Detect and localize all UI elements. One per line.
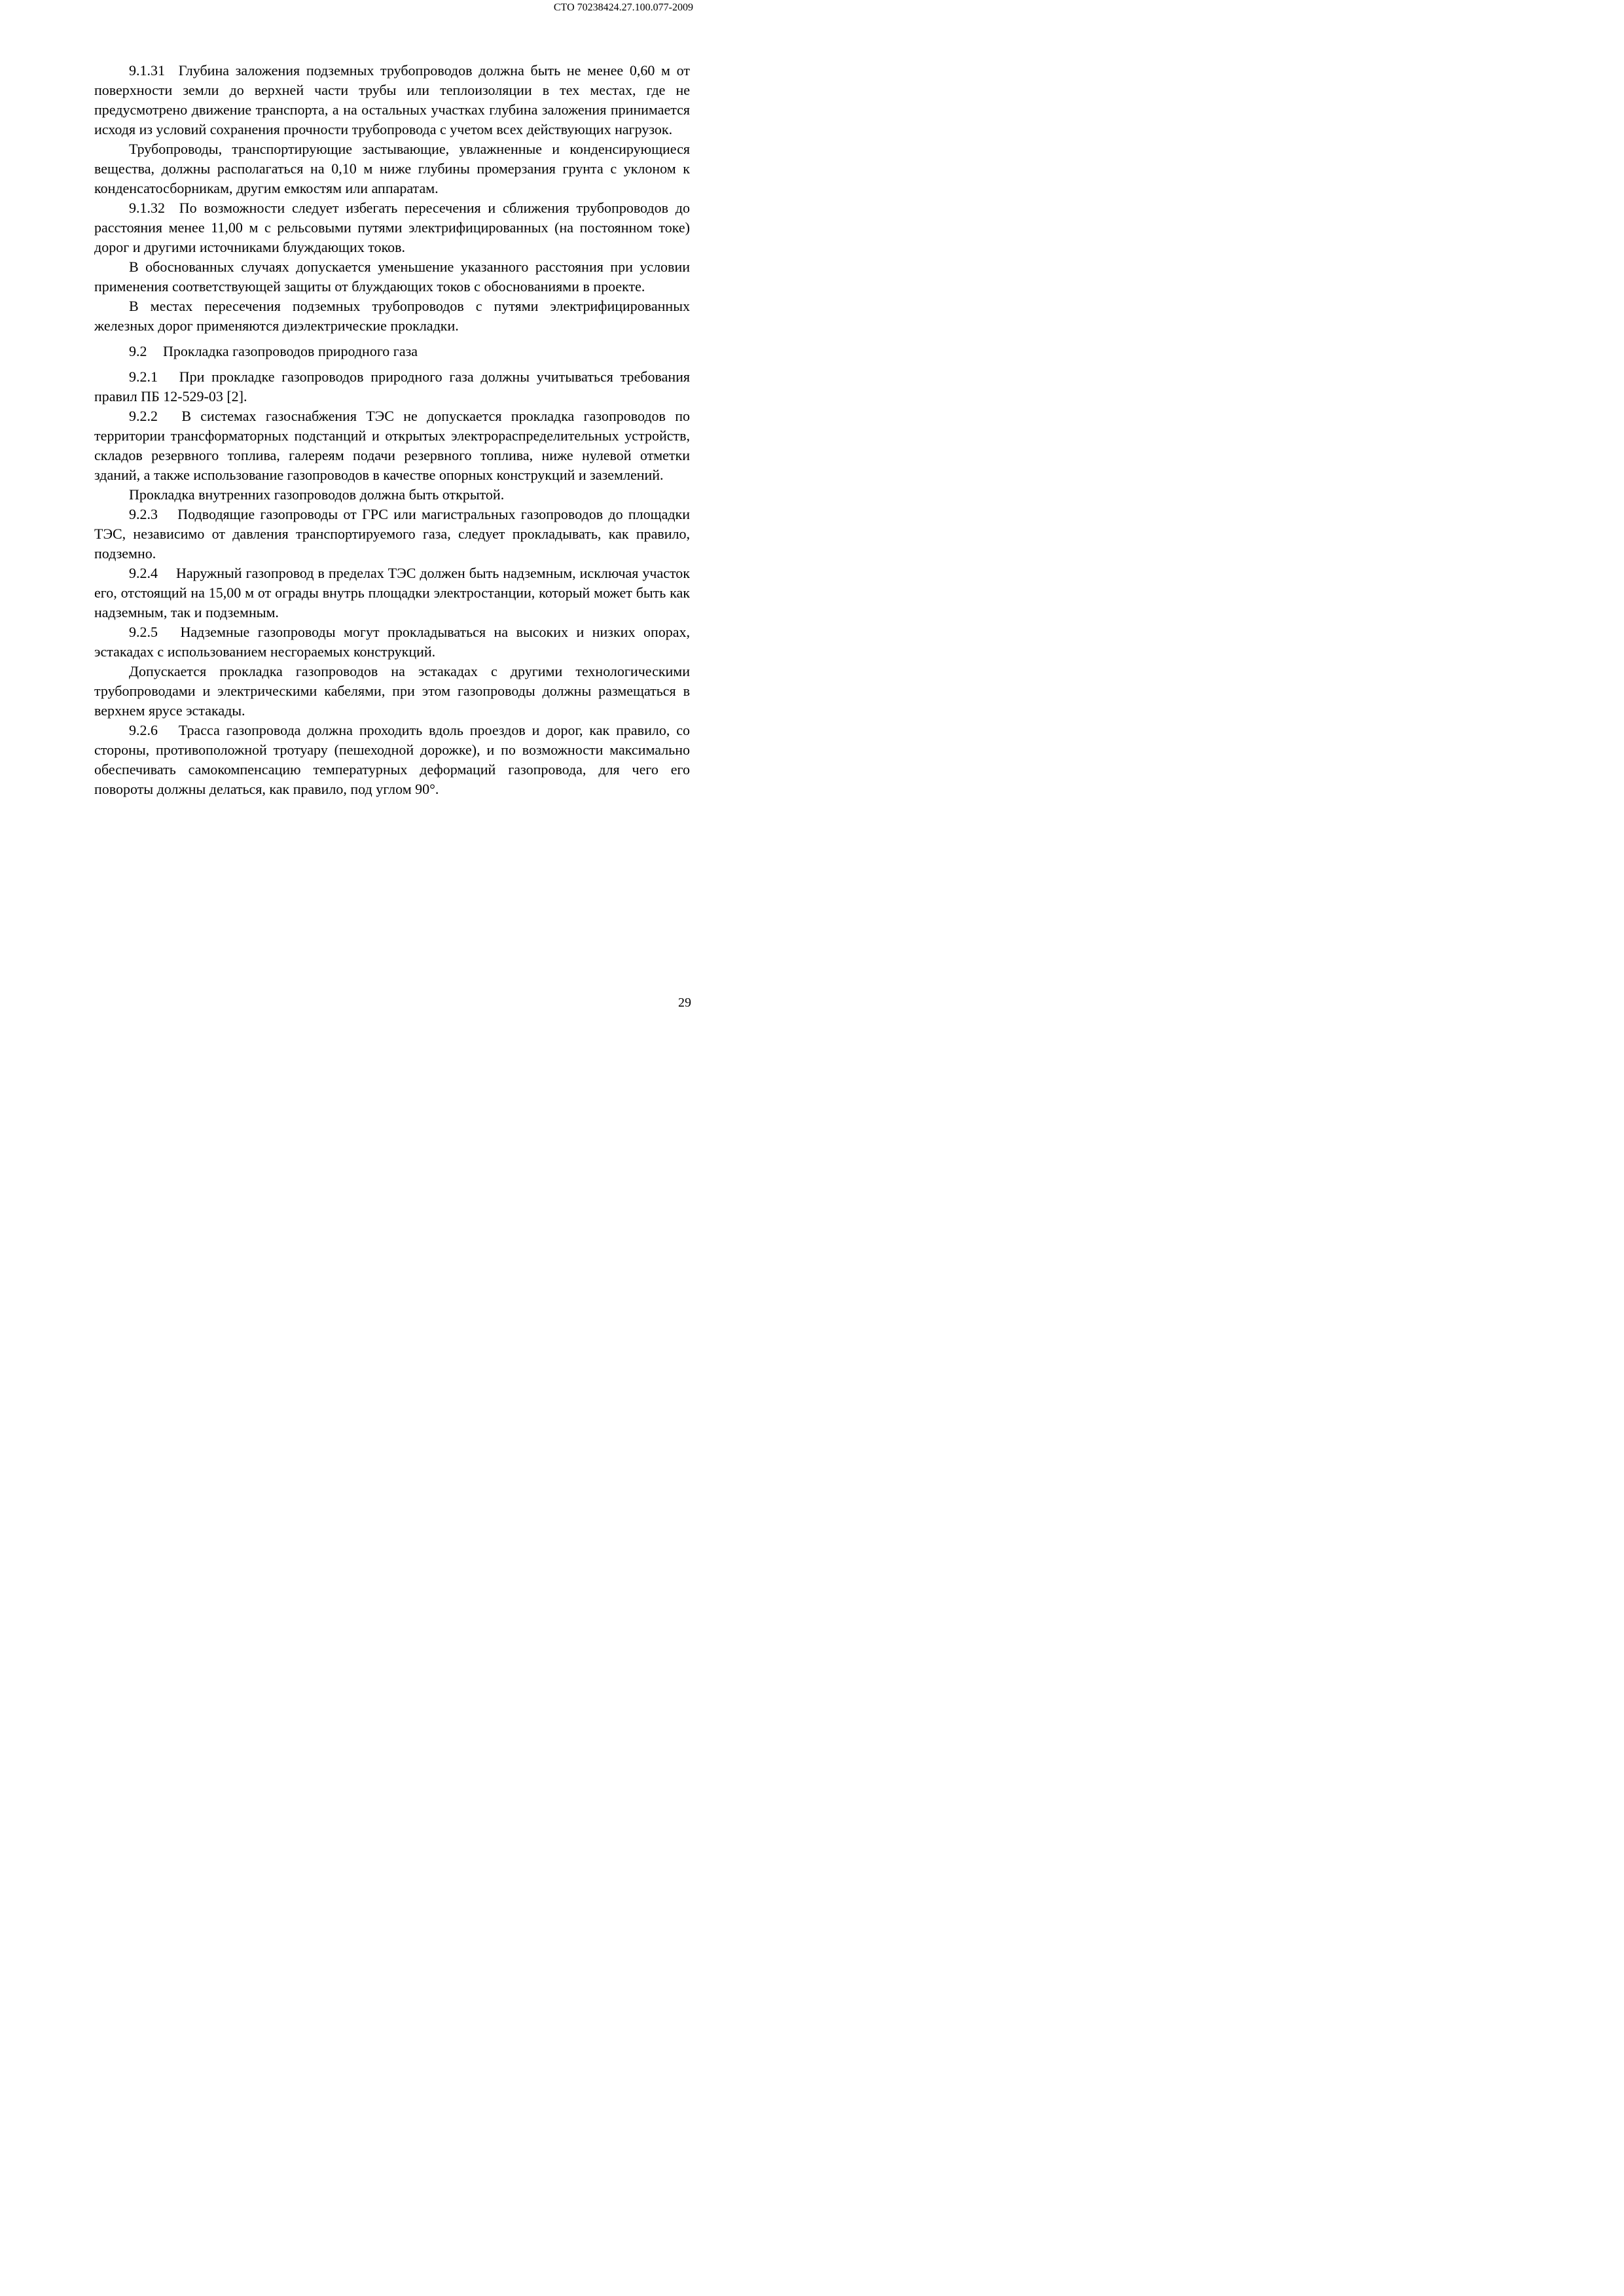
page-body [94, 61, 690, 799]
page-number: 29 [678, 996, 691, 1010]
section-number: 9.2 [129, 343, 147, 359]
paragraph-9-2-2 [94, 406, 690, 485]
paragraph-text: По возможности следует избегать пересечения и сближения трубопроводов до расстояния менее 11,00 м с рельсовыми путями электрифицированных (на постоянном токе) дорог и другими источниками блуждающих токов. [94, 200, 690, 255]
clause-number: 9.1.32 [129, 200, 165, 216]
paragraph-dielectric-pads [94, 296, 690, 336]
clause-number: 9.1.31 [129, 62, 165, 79]
paragraph-text: Допускается прокладка газопроводов на эстакадах с другими технологическими трубопроводами и электрическими кабелями, при этом газопроводы должны размещаться в верхнем ярусе эстакады. [94, 663, 690, 719]
section-title: Прокладка газопроводов природного газа [163, 343, 418, 359]
paragraph-9-1-32 [94, 198, 690, 257]
paragraph-9-1-31 [94, 61, 690, 139]
paragraph-text: В системах газоснабжения ТЭС не допускается прокладка газопроводов по территории трансформаторных подстанций и открытых электрораспределительных устройств, складов резервного топлива, галереям подачи резервного топлива, ниже нулевой отметки зданий, а также использование газопроводов в качестве опорных конструкций и заземлений. [94, 408, 691, 483]
paragraph-text: Наружный газопровод в пределах ТЭС должен быть надземным, исключая участок его, отстоящий на 15,00 м от ограды внутрь площадки электростанции, который может быть как надземным, так и подземным. [94, 565, 690, 620]
paragraph-text: Подводящие газопроводы от ГРС или магистральных газопроводов до площадки ТЭС, независимо от давления транспортируемого газа, следует прокладывать, как правило, подземно. [94, 506, 690, 562]
paragraph-text: В обоснованных случаях допускается уменьшение указанного расстояния при условии применения соответствующей защиты от блуждающих токов с обоснованиями в проекте. [94, 259, 690, 295]
paragraph-pipelines-freezing [94, 139, 690, 198]
document-code: СТО 70238424.27.100.077-2009 [553, 2, 693, 13]
paragraph-text: Глубина заложения подземных трубопроводов должна быть не менее 0,60 м от поверхности земли до верхней части трубы или теплоизоляции в тех местах, где не предусмотрено движение транспорта, а на остальных участках глубина заложения принимается исходя из условий сохранения прочности трубопровода с учетом всех действующих нагрузок. [94, 62, 691, 137]
paragraph-text: Прокладка внутренних газопроводов должна быть открытой. [129, 486, 505, 503]
paragraph-text: В местах пересечения подземных трубопроводов с путями электрифицированных железных дорог применяются диэлектрические прокладки. [94, 298, 690, 334]
paragraph-text: Трубопроводы, транспортирующие застывающие, увлажненные и конденсирующиеся вещества, должны располагаться на 0,10 м ниже глубины промерзания грунта с уклоном к конденсатосборникам, другим емкостям или аппаратам. [94, 141, 690, 196]
paragraph-9-2-6 [94, 721, 690, 799]
clause-number: 9.2.3 [129, 506, 158, 522]
paragraph-text: При прокладке газопроводов природного газа должны учитываться требования правил ПБ 12-529-03 [2]. [94, 368, 691, 404]
paragraph-justified-cases [94, 257, 690, 296]
paragraph-text: Трасса газопровода должна проходить вдоль проездов и дорог, как правило, со стороны, противоположной тротуару (пешеходной дорожке), и по возможности максимально обеспечивать самокомпенсацию температурных деформаций газопровода, для чего его повороты должны делаться, как правило, под углом 90°. [94, 722, 690, 797]
clause-number: 9.2.6 [129, 722, 158, 738]
paragraph-9-2-3 [94, 505, 690, 564]
section-heading-9-2 [94, 342, 690, 361]
clause-number: 9.2.1 [129, 368, 158, 385]
paragraph-9-2-5 [94, 622, 690, 662]
paragraph-internal-open [94, 485, 690, 505]
clause-number: 9.2.2 [129, 408, 158, 424]
clause-number: 9.2.5 [129, 624, 158, 640]
clause-number: 9.2.4 [129, 565, 158, 581]
paragraph-9-2-4 [94, 564, 690, 622]
paragraph-text: Надземные газопроводы могут прокладываться на высоких и низких опорах, эстакадах с использованием несгораемых конструкций. [94, 624, 690, 660]
paragraph-overpass-allowed [94, 662, 690, 721]
paragraph-9-2-1 [94, 367, 690, 406]
